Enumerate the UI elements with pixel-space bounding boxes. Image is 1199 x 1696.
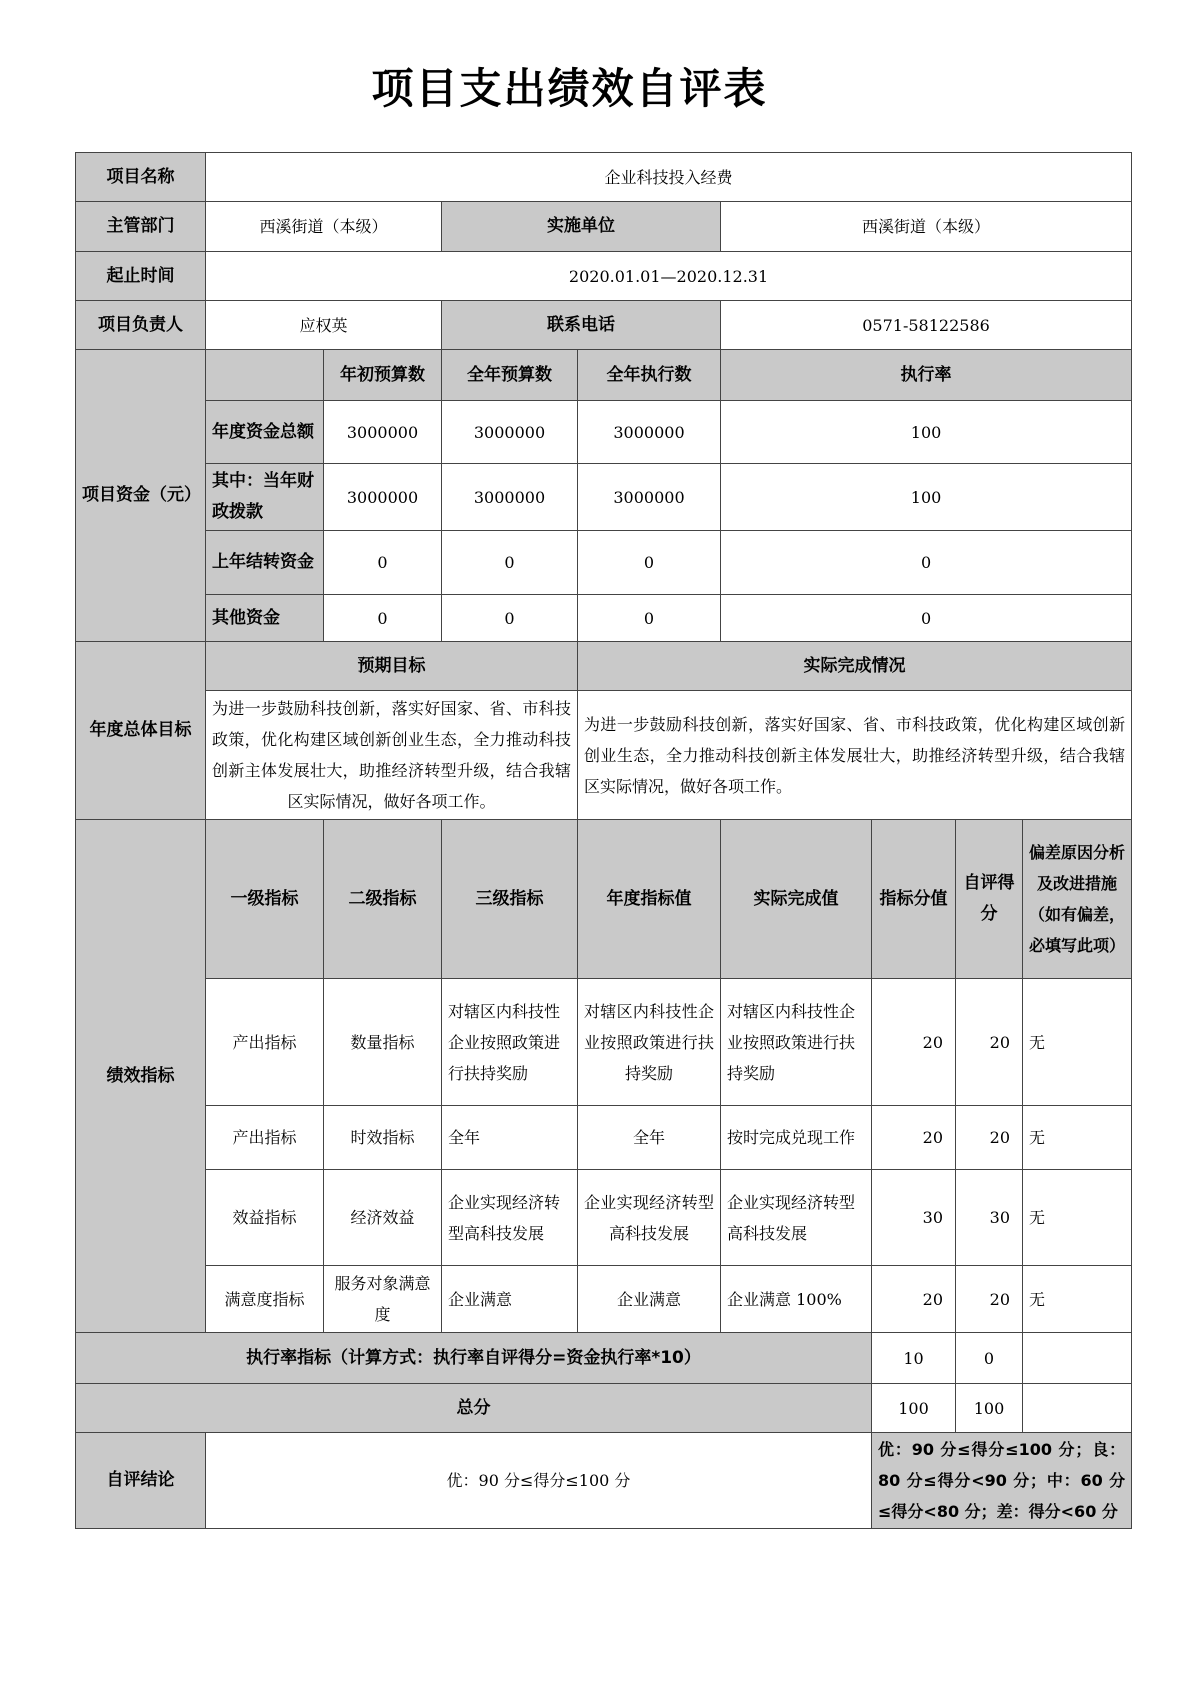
perf-score: 20 [956, 979, 1023, 1106]
perf-reason: 无 [1023, 1266, 1132, 1333]
perf-weight: 20 [872, 1266, 956, 1333]
perf-level2: 服务对象满意度 [324, 1266, 442, 1333]
perf-target: 企业实现经济转型高科技发展 [578, 1170, 721, 1266]
goals-label: 年度总体目标 [76, 642, 206, 820]
perf-reason: 无 [1023, 1106, 1132, 1170]
perf-target: 对辖区内科技性企业按照政策进行扶持奖励 [578, 979, 721, 1106]
funds-cell: 0 [721, 531, 1132, 595]
phone-value: 0571-58122586 [721, 301, 1132, 350]
perf-reason: 无 [1023, 1170, 1132, 1266]
performance-evaluation-table [75, 152, 1132, 1529]
perf-level1: 效益指标 [206, 1170, 324, 1266]
total-score: 100 [956, 1384, 1023, 1433]
total-weight: 100 [872, 1384, 956, 1433]
funds-cell: 3000000 [578, 401, 721, 464]
funds-cell: 0 [442, 531, 578, 595]
perf-header-cell: 年度指标值 [578, 820, 721, 979]
perf-header-cell: 自评得分 [956, 820, 1023, 979]
conclusion-label: 自评结论 [76, 1433, 206, 1529]
perf-weight: 20 [872, 1106, 956, 1170]
perf-level2: 时效指标 [324, 1106, 442, 1170]
funds-row-label: 其中：当年财政拨款 [206, 464, 324, 531]
perf-header-cell: 实际完成值 [721, 820, 872, 979]
perf-level1: 满意度指标 [206, 1266, 324, 1333]
grading-scale: 优：90 分≤得分≤100 分；良：80 分≤得分<90 分；中：60 分≤得分<80 分；差：得分<60 分 [872, 1433, 1132, 1529]
funds-row-label: 其他资金 [206, 595, 324, 642]
perf-level1: 产出指标 [206, 979, 324, 1106]
perf-actual: 对辖区内科技性企业按照政策进行扶持奖励 [721, 979, 872, 1106]
perf-score: 20 [956, 1266, 1023, 1333]
exec-rate-score: 0 [956, 1333, 1023, 1384]
perf-header-cell: 偏差原因分析及改进措施（如有偏差，必填写此项） [1023, 820, 1132, 979]
perf-level3: 对辖区内科技性企业按照政策进行扶持奖励 [442, 979, 578, 1106]
perf-actual: 按时完成兑现工作 [721, 1106, 872, 1170]
funds-label: 项目资金（元） [76, 350, 206, 642]
perf-header-cell: 指标分值 [872, 820, 956, 979]
funds-header-cell: 年初预算数 [324, 350, 442, 401]
total-reason [1023, 1384, 1132, 1433]
funds-row-label: 年度资金总额 [206, 401, 324, 464]
conclusion-value: 优：90 分≤得分≤100 分 [206, 1433, 872, 1529]
funds-cell: 3000000 [442, 464, 578, 531]
exec-rate-weight: 10 [872, 1333, 956, 1384]
exec-rate-label: 执行率指标（计算方式：执行率自评得分=资金执行率*10） [76, 1333, 872, 1384]
exec-rate-reason [1023, 1333, 1132, 1384]
period-label: 起止时间 [76, 252, 206, 301]
perf-target: 企业满意 [578, 1266, 721, 1333]
funds-cell: 0 [578, 595, 721, 642]
funds-cell: 0 [578, 531, 721, 595]
funds-cell: 100 [721, 401, 1132, 464]
perf-header-cell: 一级指标 [206, 820, 324, 979]
unit-value: 西溪街道（本级） [721, 202, 1132, 252]
dept-value: 西溪街道（本级） [206, 202, 442, 252]
funds-header-cell: 全年预算数 [442, 350, 578, 401]
perf-actual: 企业满意 100% [721, 1266, 872, 1333]
perf-level3: 全年 [442, 1106, 578, 1170]
perf-level3: 企业满意 [442, 1266, 578, 1333]
funds-cell: 0 [721, 595, 1132, 642]
funds-cell: 3000000 [442, 401, 578, 464]
perf-level2: 数量指标 [324, 979, 442, 1106]
perf-level1: 产出指标 [206, 1106, 324, 1170]
performance-label: 绩效指标 [76, 820, 206, 1333]
leader-value: 应权英 [206, 301, 442, 350]
funds-row-label: 上年结转资金 [206, 531, 324, 595]
phone-label: 联系电话 [442, 301, 721, 350]
perf-weight: 20 [872, 979, 956, 1106]
dept-label: 主管部门 [76, 202, 206, 252]
perf-weight: 30 [872, 1170, 956, 1266]
perf-header-cell: 三级指标 [442, 820, 578, 979]
project-name-value: 企业科技投入经费 [206, 153, 1132, 202]
funds-cell: 100 [721, 464, 1132, 531]
perf-reason: 无 [1023, 979, 1132, 1106]
expected-goal-header: 预期目标 [206, 642, 578, 691]
funds-cell: 0 [324, 531, 442, 595]
expected-goal-text: 为进一步鼓励科技创新，落实好国家、省、市科技政策，优化构建区域创新创业生态，全力推动科技创新主体发展壮大，助推经济转型升级，结合我辖区实际情况，做好各项工作。 [206, 691, 578, 820]
funds-header-cell: 执行率 [721, 350, 1132, 401]
perf-target: 全年 [578, 1106, 721, 1170]
funds-cell: 0 [324, 595, 442, 642]
funds-corner-cell [206, 350, 324, 401]
perf-level2: 经济效益 [324, 1170, 442, 1266]
period-value: 2020.01.01—2020.12.31 [206, 252, 1132, 301]
funds-cell: 3000000 [324, 401, 442, 464]
actual-completion-text: 为进一步鼓励科技创新，落实好国家、省、市科技政策，优化构建区域创新创业生态，全力推动科技创新主体发展壮大，助推经济转型升级，结合我辖区实际情况，做好各项工作。 [578, 691, 1132, 820]
unit-label: 实施单位 [442, 202, 721, 252]
leader-label: 项目负责人 [76, 301, 206, 350]
page-title: 项目支出绩效自评表 [371, 64, 768, 113]
perf-level3: 企业实现经济转型高科技发展 [442, 1170, 578, 1266]
perf-score: 30 [956, 1170, 1023, 1266]
project-name-label: 项目名称 [76, 153, 206, 202]
actual-completion-header: 实际完成情况 [578, 642, 1132, 691]
funds-header-cell: 全年执行数 [578, 350, 721, 401]
perf-score: 20 [956, 1106, 1023, 1170]
perf-actual: 企业实现经济转型高科技发展 [721, 1170, 872, 1266]
total-label: 总分 [76, 1384, 872, 1433]
funds-cell: 3000000 [324, 464, 442, 531]
perf-header-cell: 二级指标 [324, 820, 442, 979]
funds-cell: 3000000 [578, 464, 721, 531]
funds-cell: 0 [442, 595, 578, 642]
